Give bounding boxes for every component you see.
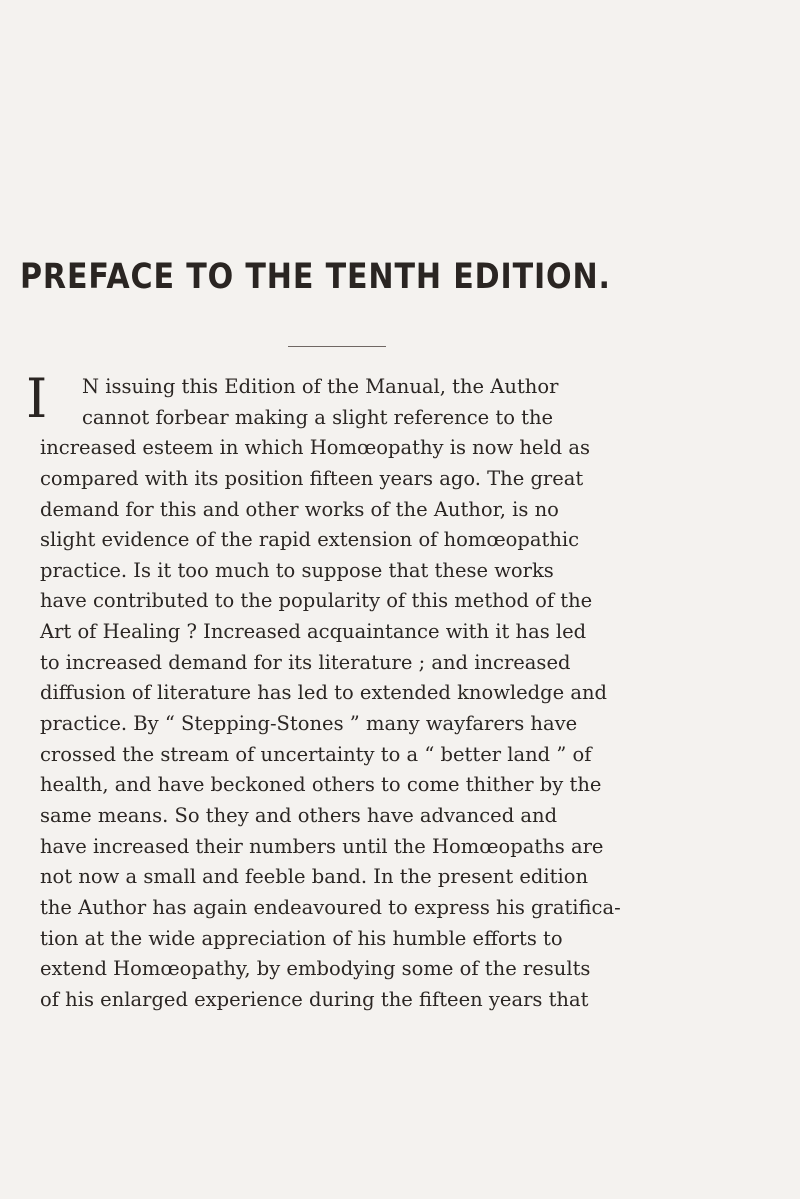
text-line: crossed the stream of uncertainty to a “ better land ” of (40, 742, 592, 766)
text-line: slight evidence of the rapid extension of homœopathic (40, 528, 580, 552)
text-line: of his enlarged experience during the fifteen years that (40, 987, 589, 1011)
text-line: have increased their numbers until the Homœopaths are (40, 834, 604, 858)
text-line: practice. Is it too much to suppose that these works (40, 558, 554, 582)
drop-cap: I (26, 367, 48, 430)
text-line: the Author has again endeavoured to express his gratifica- (40, 895, 621, 919)
preface-heading: PREFACE TO THE TENTH EDITION. (20, 257, 611, 297)
text-line: compared with its position fifteen years ago. The great (40, 466, 584, 490)
text-line: practice. By “ Stepping-Stones ” many wayfarers have (40, 712, 578, 736)
text-line: same means. So they and others have advanced and (40, 803, 558, 827)
text-line: extend Homœopathy, by embodying some of the results (40, 957, 591, 981)
text-line: demand for this and other works of the Author, is no (40, 497, 559, 521)
text-line: tion at the wide appreciation of his humble efforts to (40, 926, 563, 950)
text-line: cannot forbear making a slight reference to the (82, 405, 554, 429)
text-line: N issuing this Edition of the Manual, the Author (82, 375, 559, 398)
heading-divider (288, 346, 386, 347)
text-line: have contributed to the popularity of this method of the (40, 589, 593, 613)
text-line: Art of Healing ? Increased acquaintance with it has led (40, 620, 587, 644)
text-line: to increased demand for its literature ; and increased (40, 650, 571, 674)
text-line: increased esteem in which Homœopathy is now held as (40, 436, 590, 460)
preface-body (40, 372, 700, 1015)
text-line: health, and have beckoned others to come thither by the (40, 773, 602, 797)
text-line: diffusion of literature has led to extended knowledge and (40, 681, 608, 705)
text-line: not now a small and feeble band. In the present edition (40, 865, 589, 889)
